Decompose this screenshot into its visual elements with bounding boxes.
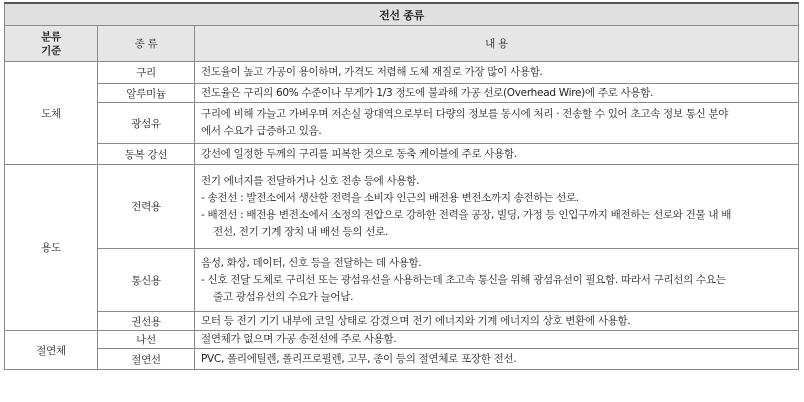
table-row [5, 165, 799, 249]
description-cell [195, 312, 799, 331]
description-line: 전도율은 구리의 60% 수준이나 무게가 1/3 정도에 불과해 가공 선로(Overhead Wire)에 주로 사용함. [201, 86, 654, 99]
table-row [5, 312, 799, 331]
description-cell [195, 84, 799, 103]
description-cell [195, 331, 799, 349]
header-type: 종 류 [98, 26, 195, 62]
description-line: PVC, 폴리에틸렌, 폴리프로필렌, 고무, 종이 등의 절연체로 포장한 전선. [201, 352, 517, 365]
description-line: 절연체가 없으며 가공 송전선에 주로 사용함. [201, 333, 397, 345]
description-line: 구리에 비해 가늘고 가벼우며 저손실 광대역으로부터 다량의 정보를 동시에 처리 · 전송할 수 있어 초고속 정보 통신 분야 [201, 108, 729, 120]
header-row [5, 26, 799, 62]
description-cell [195, 349, 799, 370]
category-insulator: 절연체 [5, 331, 98, 370]
table-title: 전선 종류 [5, 3, 799, 26]
description-cell [195, 103, 799, 144]
description-line: - 송전선 : 발전소에서 생산한 전력을 소비자 인근의 배전용 변전소까지 송전하는 선로. [201, 191, 579, 204]
category-usage: 용도 [5, 165, 98, 331]
description-cell [195, 165, 799, 249]
table-row [5, 144, 799, 165]
description-line: - 배전선 : 배전용 변전소에서 소정의 전압으로 강하한 전력을 공장, 빌딩, 가정 등 인입구까지 배전하는 선로와 건물 내 배 [201, 208, 732, 221]
table-row [5, 84, 799, 103]
type-cell: 권선용 [98, 312, 195, 331]
description-line: 전선, 전기 기계 장치 내 배선 등의 선로. [213, 225, 388, 238]
type-cell: 나선 [98, 331, 195, 349]
header-category [5, 26, 98, 62]
type-cell: 동복 강선 [98, 144, 195, 165]
description-line: 줄고 광섬유선의 수요가 늘어남. [213, 290, 354, 303]
description-cell [195, 249, 799, 312]
table-row [5, 331, 799, 349]
type-cell: 구리 [98, 62, 195, 84]
table-row [5, 249, 799, 312]
type-cell: 알루미늄 [98, 84, 195, 103]
description-line: 강선에 일정한 두께의 구리를 피복한 것으로 동축 케이블에 주로 사용함. [201, 147, 517, 160]
type-cell: 통신용 [98, 249, 195, 312]
header-content: 내 용 [195, 26, 799, 62]
description-line: 에서 수요가 급증하고 있음. [201, 125, 322, 137]
category-conductor: 도체 [5, 62, 98, 165]
table-row [5, 349, 799, 370]
type-cell: 광섬유 [98, 103, 195, 144]
table-row [5, 62, 799, 84]
type-cell: 전력용 [98, 165, 195, 249]
description-cell [195, 144, 799, 165]
description-line: 음성, 화상, 데이터, 신호 등을 전달하는 데 사용함. [201, 256, 422, 269]
type-cell: 절연선 [98, 349, 195, 370]
description-line: - 신호 전달 도체로 구리선 또는 광섬유선을 사용하는데 초고속 통신을 위해 광섬유선이 필요함. 따라서 구리선의 수요는 [201, 273, 726, 286]
header-category-line-2: 기준 [41, 44, 61, 57]
description-line: 전도율이 높고 가공이 용이하며, 가격도 저렴해 도체 재질로 가장 많이 사용함. [201, 66, 543, 78]
wire-types-table [4, 2, 799, 370]
description-cell [195, 62, 799, 84]
description-line: 모터 등 전기 기기 내부에 코일 상태로 감겼으며 전기 에너지와 기계 에너지의 상호 변환에 사용함. [201, 314, 631, 327]
header-category-line-1: 분류 [41, 30, 61, 43]
table-row [5, 103, 799, 144]
description-line: 전기 에너지를 전달하거나 신호 전송 등에 사용함. [201, 174, 420, 187]
